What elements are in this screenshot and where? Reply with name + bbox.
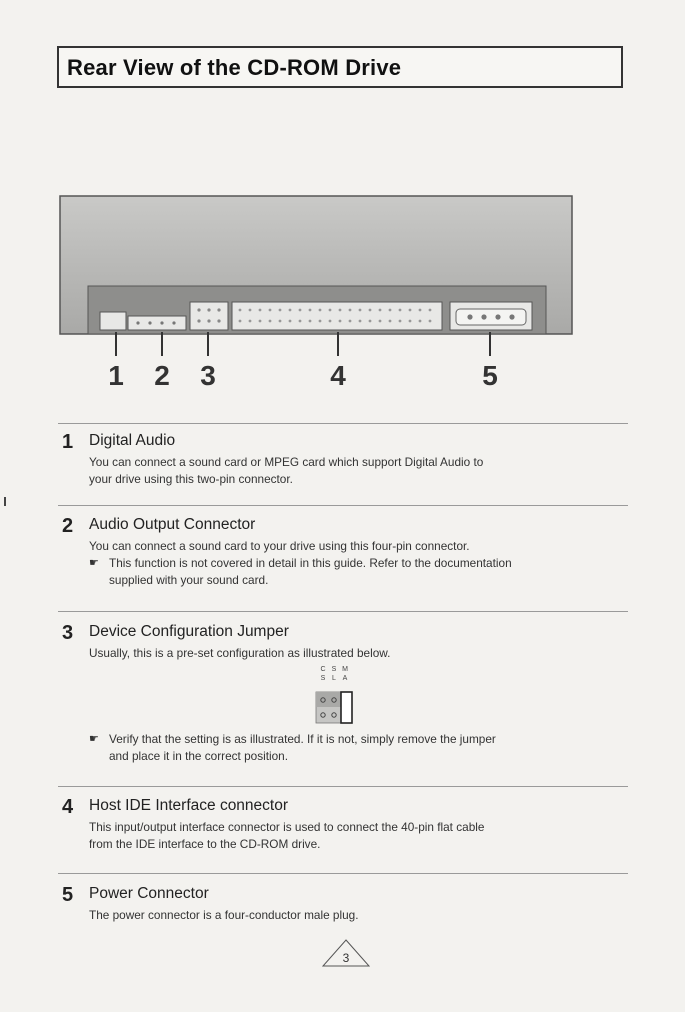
ide-interface-connector [232,302,442,330]
scan-mark [4,497,6,506]
divider [58,611,628,612]
section-number: 5 [62,884,74,906]
body-line: This input/output interface connector is used to connect the 40-pin flat cable [89,820,485,834]
drive-rear-illustration [58,194,574,394]
page-title: Rear View of the CD-ROM Drive [67,55,402,80]
section-body [89,454,629,488]
section-heading: Audio Output Connector [89,516,256,533]
section-body [89,907,629,924]
jumper-label: C [320,666,326,673]
pointing-hand-icon: ☛ [89,557,99,569]
callout-4: 4 [330,360,346,391]
pointing-hand-icon: ☛ [89,733,99,745]
body-line: The power connector is a four-conductor male plug. [89,908,359,922]
jumper-label: M [342,666,348,673]
callout-1: 1 [108,360,124,391]
jumper-label: A [342,675,348,682]
body-line: from the IDE interface to the CD-ROM drive. [89,837,321,851]
body-line: Usually, this is a pre-set configuration as illustrated below. [89,646,391,660]
section-heading: Digital Audio [89,432,176,449]
section-heading: Device Configuration Jumper [89,623,289,640]
jumper-label: S [320,675,326,682]
body-line: You can connect a sound card or MPEG card which support Digital Audio to [89,455,484,469]
callout-2: 2 [154,360,170,391]
note [89,555,629,589]
configuration-jumper-block [190,302,228,330]
divider [58,786,628,787]
divider [58,423,628,424]
page-number-badge [321,938,371,968]
note-line: Verify that the setting is as illustrated. If it is not, simply remove the jumper [109,732,496,746]
jumper-label: S [331,666,337,673]
section-body [89,538,629,589]
section-heading: Power Connector [89,885,209,902]
note [89,731,629,765]
section-body [89,645,629,662]
body-line: You can connect a sound card to your drive using this four-pin connector. [89,539,470,553]
audio-output-connector [128,316,186,330]
section-number: 3 [62,622,74,644]
section-heading: Host IDE Interface connector [89,797,289,814]
page-number: 3 [342,951,350,965]
divider [58,873,628,874]
section-body [89,819,629,853]
section-number: 2 [62,515,74,537]
divider [58,505,628,506]
section-number: 4 [62,796,74,818]
note-line: This function is not covered in detail in this guide. Refer to the documentation [109,556,512,570]
power-connector [450,302,532,330]
body-line: your drive using this two-pin connector. [89,472,293,486]
section-number: 1 [62,431,74,453]
callout-5: 5 [482,360,498,391]
callout-3: 3 [200,360,216,391]
jumper-label: L [332,675,336,682]
note-line: supplied with your sound card. [109,573,269,587]
jumper-setting-diagram [314,663,359,725]
section-body [89,731,629,765]
note-line: and place it in the correct position. [109,749,289,763]
title-box [57,46,623,88]
digital-audio-connector [100,312,126,330]
